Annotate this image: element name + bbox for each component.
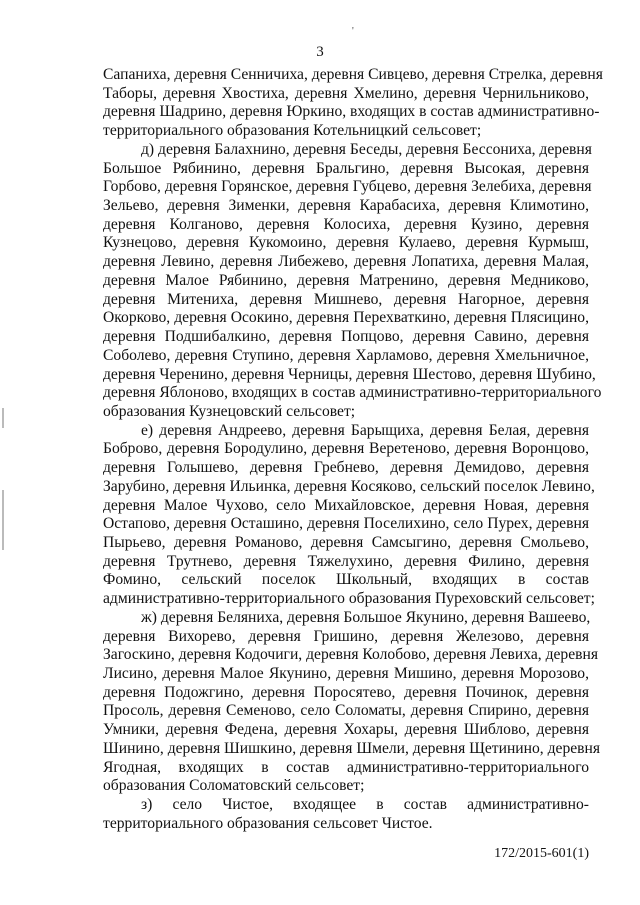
text-line: Зельево, деревня Зименки, деревня Карабасиха, деревня Климотино, [103,197,589,215]
document-code: 172/2015-601(1) [494,846,589,861]
text-line: деревня Левино, деревня Либежево, деревня Лопатиха, деревня Малая, [103,253,589,271]
text-line: деревня Малое Чухово, село Михайловское, деревня Новая, деревня [103,496,589,514]
text-line: Большое Рябинино, деревня Бральгино, деревня Высокая, деревня [103,159,589,177]
text-line: деревня Трутнево, деревня Тяжелухино, деревня Филино, деревня [103,552,589,570]
text-line: деревня Малое Рябинино, деревня Матренино, деревня Медниково, [103,271,589,289]
text-line: Лисино, деревня Малое Якунино, деревня Мишино, деревня Морозово, [103,665,589,682]
text-line: д) деревня Балахнино, деревня Беседы, деревня Бессониха, деревня [141,140,592,158]
text-line: Шинино, деревня Шишкино, деревня Шмели, деревня Щетинино, деревня [103,739,601,757]
text-line: е) деревня Андреево, деревня Барыщиха, деревня Белая, деревня [141,421,589,439]
document-body [103,66,603,833]
top-mark: ' [352,26,354,37]
text-line: деревня Вихорево, деревня Гришино, деревня Железово, деревня [103,627,589,645]
page-number: 3 [316,44,324,60]
text-line: Просоль, деревня Семеново, село Соломаты, деревня Спирино, деревня [103,702,589,720]
text-line: Фомино, сельский поселок Школьный, входящих в состав [103,571,589,589]
text-line: Остапово, деревня Осташино, деревня Поселихино, село Пурех, деревня [103,515,589,533]
text-line: Соболево, деревня Ступино, деревня Харламово, деревня Хмельничное, [103,346,589,364]
text-line: Кузнецово, деревня Кукомоино, деревня Кулаево, деревня Курмыш, [103,234,589,252]
text-line: Ягодная, входящих в состав административно-территориального [103,758,589,776]
text-line: деревня Шадрино, деревня Юркино, входящих в состав административно- [103,103,600,121]
text-line: деревня Черенино, деревня Черницы, деревня Шестово, деревня Шубино, [103,365,596,383]
text-line: административно-территориального образования Пуреховский сельсовет; [103,590,595,608]
text-line: Горбово, деревня Горянское, деревня Губцево, деревня Зелебиха, деревня [103,178,592,196]
text-line: Пырьево, деревня Романово, деревня Самсыгино, деревня Смольево, [103,533,589,551]
text-line: образования Соломатовский сельсовет; [103,777,365,795]
text-line: территориального образования Котельницкий сельсовет; [103,122,482,140]
text-line: Таборы, деревня Хвостиха, деревня Хмелино, деревня Чернильниково, [103,84,589,102]
text-line: Боброво, деревня Бородулино, деревня Веретеново, деревня Воронцово, [103,440,589,458]
text-line: территориального образования сельсовет Чистое. [103,814,433,832]
text-line: деревня Голышево, деревня Гребнево, деревня Демидово, деревня [103,459,589,477]
text-line: Умники, деревня Федена, деревня Хохары, деревня Шиблово, деревня [103,721,589,739]
text-line: Окорково, деревня Осокино, деревня Перехваткино, деревня Плясицино, [103,309,589,327]
text-line: образования Кузнецовский сельсовет; [103,402,356,420]
text-line: деревня Подшибалкино, деревня Попцово, деревня Савино, деревня [103,328,589,346]
text-line: Сапаниха, деревня Сенничиха, деревня Сивцево, деревня Стрелка, деревня [103,66,603,83]
scan-margin-mark [2,490,4,550]
text-line: Загоскино, деревня Кодочиги, деревня Колобово, деревня Левиха, деревня [103,646,599,664]
text-line: деревня Яблоново, входящих в состав административно-территориального [103,384,602,402]
scan-margin-mark [2,408,4,428]
text-line: деревня Подожгино, деревня Поросятево, деревня Починок, деревня [103,683,589,701]
text-line: з) село Чистое, входящее в состав административно- [141,796,589,814]
text-line: Зарубино, деревня Ильинка, деревня Косяково, сельский поселок Левино, [103,477,595,495]
text-line: деревня Митениха, деревня Мишнево, деревня Нагорное, деревня [103,290,589,308]
text-line: деревня Колганово, деревня Колосиха, деревня Кузино, деревня [103,215,589,233]
text-line: ж) деревня Беляниха, деревня Большое Якунино, деревня Вашеево, [141,608,591,626]
